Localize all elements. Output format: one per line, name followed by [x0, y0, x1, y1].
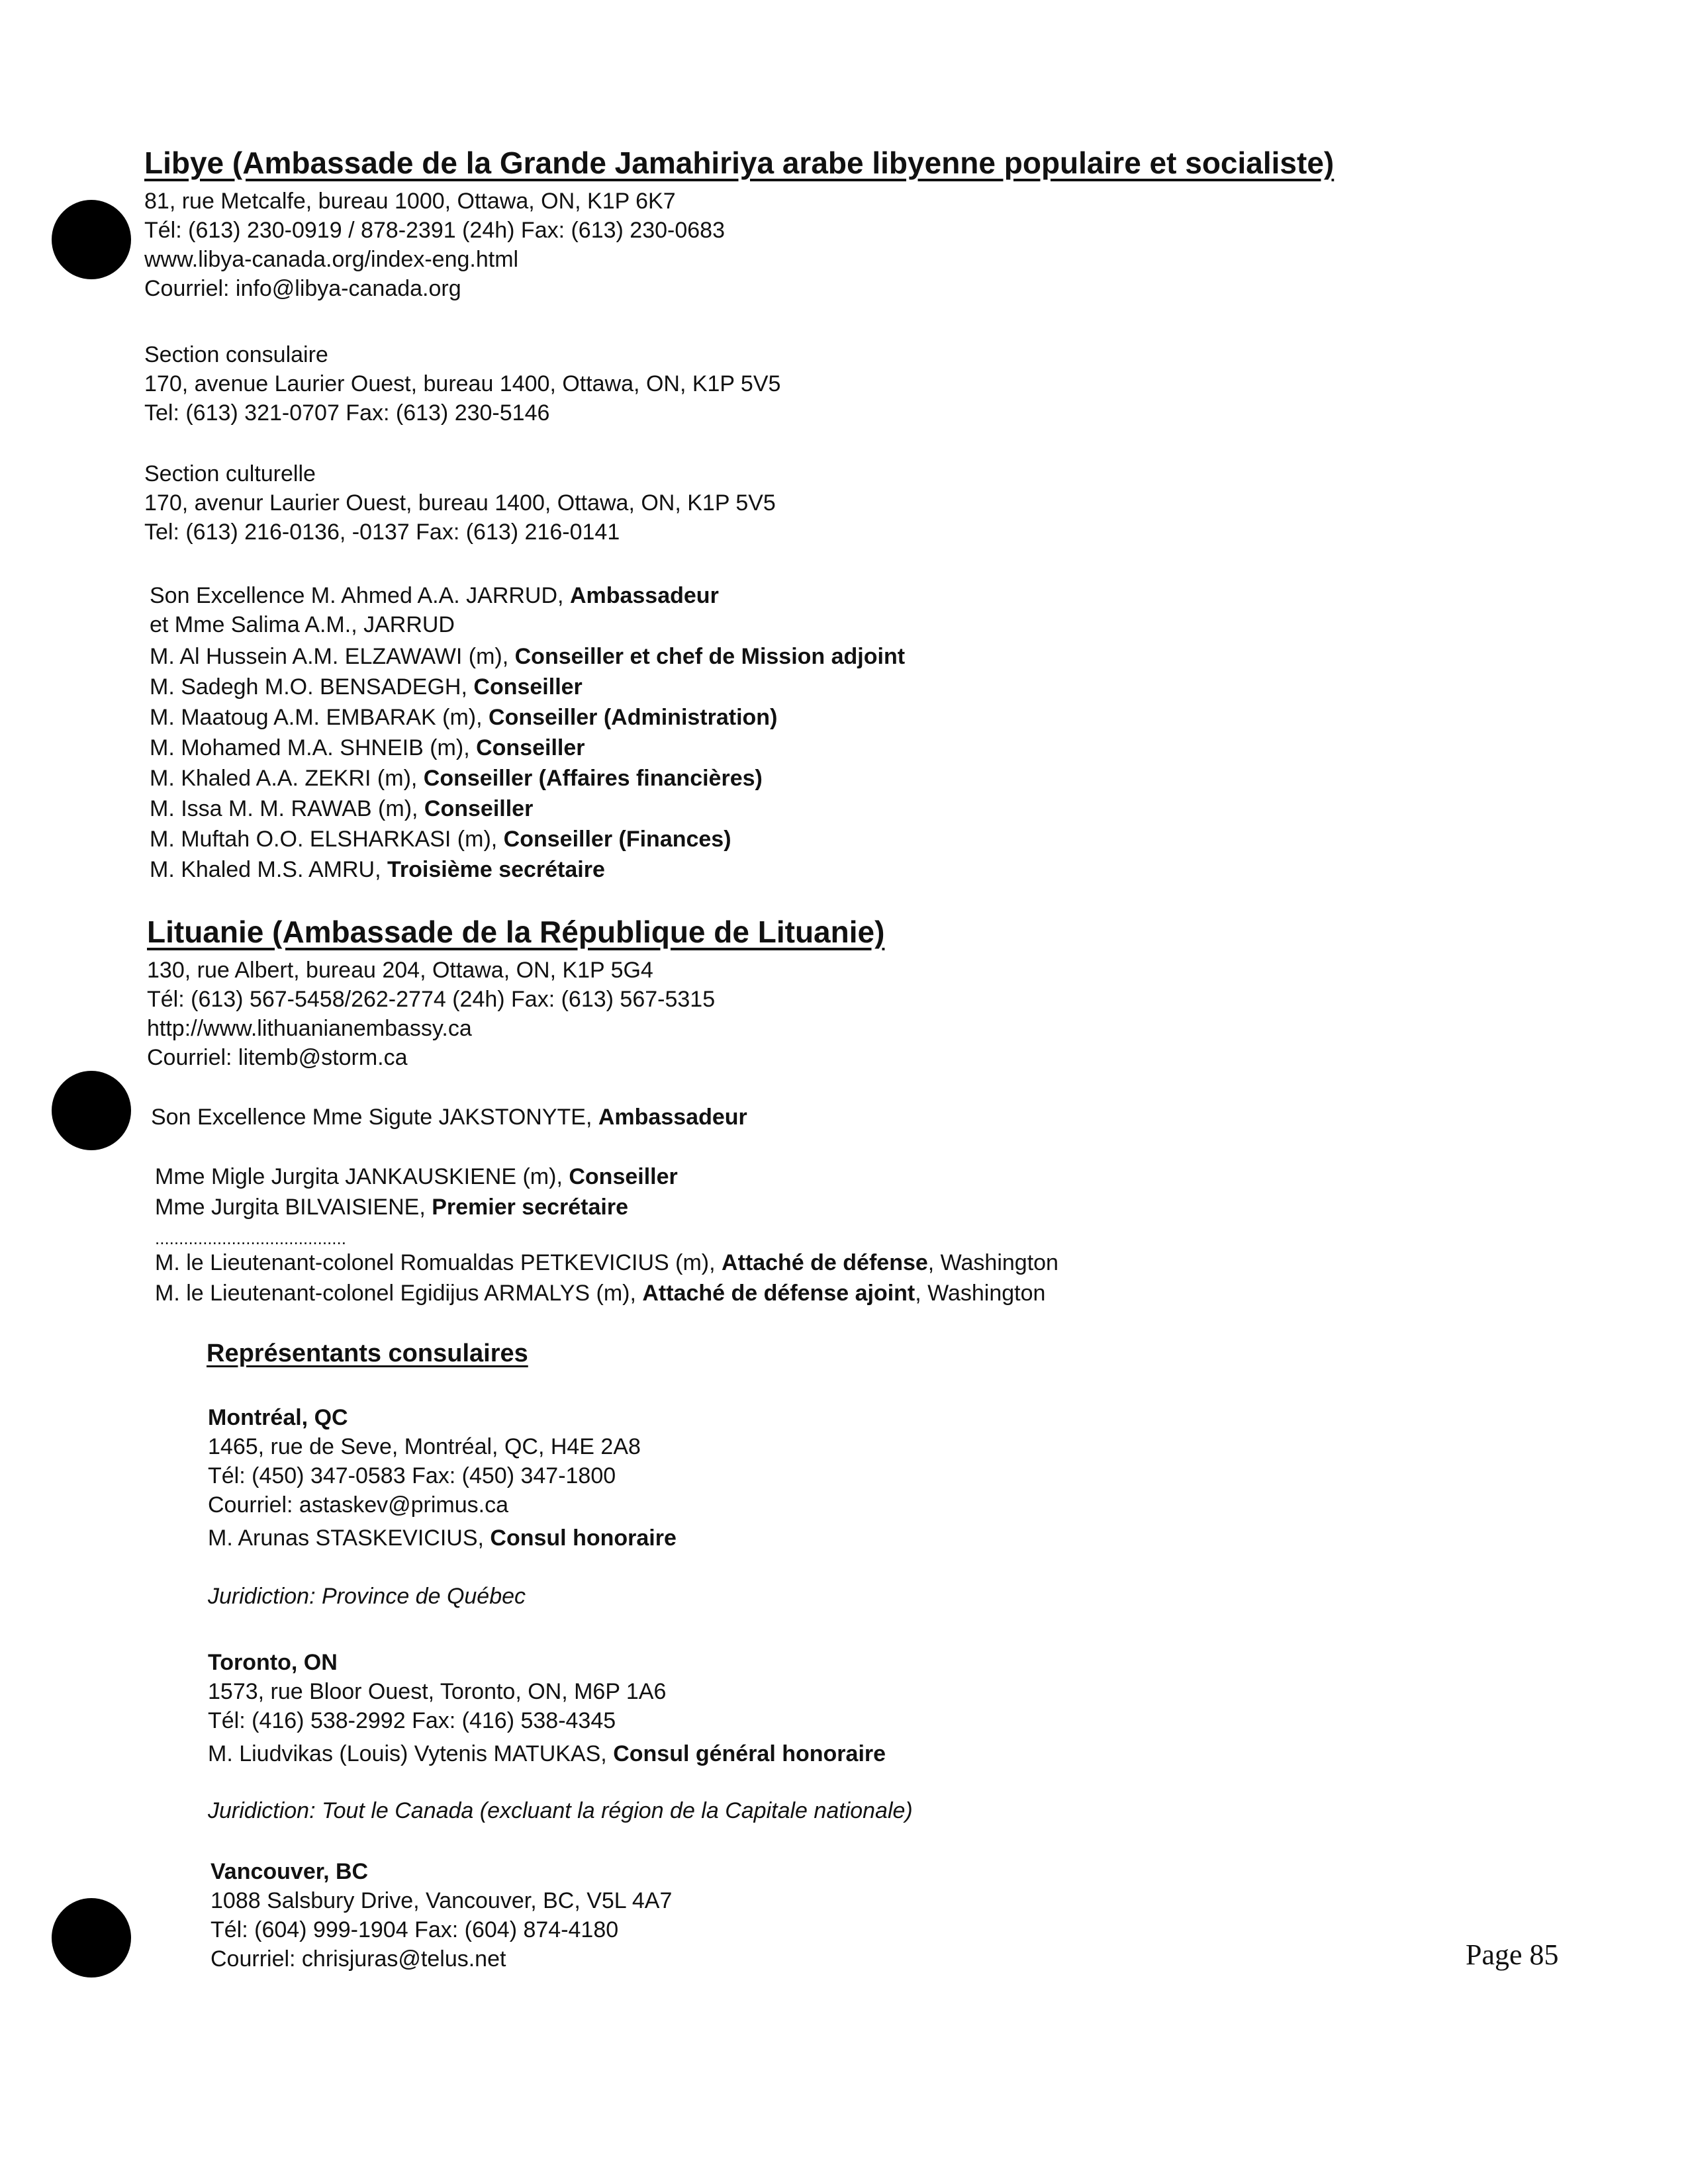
libye-website-link[interactable]: www.libya-canada.org/index-eng.html	[144, 247, 519, 272]
staff-entry: M. Khaled A.A. ZEKRI (m), Conseiller (Affaires financières)	[150, 766, 763, 791]
staff-entry: M. Mohamed M.A. SHNEIB (m), Conseiller	[150, 735, 585, 760]
staff-entry: M. Sadegh M.O. BENSADEGH, Conseiller	[150, 674, 583, 700]
montreal-consul: M. Arunas STASKEVICIUS, Consul honoraire	[208, 1525, 677, 1551]
staff-entry: M. Muftah O.O. ELSHARKASI (m), Conseiller (Finances)	[150, 827, 731, 852]
lituanie-email-line[interactable]: Courriel: litemb@storm.ca	[147, 1045, 408, 1070]
toronto-consul: M. Liudvikas (Louis) Vytenis MATUKAS, Consul général honoraire	[208, 1741, 886, 1766]
staff-entry: M. Issa M. M. RAWAB (m), Conseiller	[150, 796, 534, 821]
punch-hole-middle	[52, 1071, 131, 1150]
montreal-address: 1465, rue de Seve, Montréal, QC, H4E 2A8	[208, 1434, 641, 1459]
consulaire-heading: Section consulaire	[144, 342, 328, 367]
vancouver-email[interactable]: Courriel: chrisjuras@telus.net	[211, 1946, 506, 1972]
toronto-juridiction: Juridiction: Tout le Canada (excluant la région de la Capitale nationale)	[208, 1798, 913, 1823]
libye-phone-line: Tél: (613) 230-0919 / 878-2391 (24h) Fax: (613) 230-0683	[144, 218, 725, 243]
lituanie-phone-line: Tél: (613) 567-5458/262-2774 (24h) Fax: (613) 567-5315	[147, 987, 716, 1012]
consulaire-phone: Tel: (613) 321-0707 Fax: (613) 230-5146	[144, 400, 550, 426]
vancouver-phone: Tél: (604) 999-1904 Fax: (604) 874-4180	[211, 1917, 619, 1942]
lituanie-ambassador: Son Excellence Mme Sigute JAKSTONYTE, Ambassadeur	[151, 1105, 747, 1130]
staff-entry: M. Al Hussein A.M. ELZAWAWI (m), Conseiller et chef de Mission adjoint	[150, 644, 906, 669]
defense-entry: M. le Lieutenant-colonel Romualdas PETKEVICIUS (m), Attaché de défense, Washington	[155, 1250, 1058, 1275]
lituanie-title: Lituanie (Ambassade de la République de Lituanie)	[147, 915, 885, 949]
page-number: Page 85	[1466, 1938, 1559, 1971]
montreal-email[interactable]: Courriel: astaskev@primus.ca	[208, 1492, 508, 1518]
libye-title: Libye (Ambassade de la Grande Jamahiriya arabe libyenne populaire et socialiste)	[144, 146, 1335, 180]
culturelle-heading: Section culturelle	[144, 461, 316, 486]
lituanie-address-line: 130, rue Albert, bureau 204, Ottawa, ON, K1P 5G4	[147, 958, 653, 983]
staff-entry: Son Excellence M. Ahmed A.A. JARRUD, Ambassadeur	[150, 583, 719, 608]
punch-hole-bottom	[52, 1898, 131, 1978]
staff-entry: M. Maatoug A.M. EMBARAK (m), Conseiller (Administration)	[150, 705, 778, 730]
representants-heading: Représentants consulaires	[207, 1340, 528, 1367]
montreal-phone: Tél: (450) 347-0583 Fax: (450) 347-1800	[208, 1463, 616, 1488]
lituanie-website-link[interactable]: http://www.lithuanianembassy.ca	[147, 1016, 472, 1041]
punch-hole-top	[52, 200, 131, 279]
staff-entry: et Mme Salima A.M., JARRUD	[150, 612, 455, 637]
consulaire-address: 170, avenue Laurier Ouest, bureau 1400, Ottawa, ON, K1P 5V5	[144, 371, 781, 396]
toronto-city: Toronto, ON	[208, 1650, 338, 1675]
culturelle-address: 170, avenur Laurier Ouest, bureau 1400, Ottawa, ON, K1P 5V5	[144, 490, 776, 516]
libye-address-line: 81, rue Metcalfe, bureau 1000, Ottawa, ON, K1P 6K7	[144, 189, 676, 214]
vancouver-address: 1088 Salsbury Drive, Vancouver, BC, V5L 4A7	[211, 1888, 673, 1913]
culturelle-phone: Tel: (613) 216-0136, -0137 Fax: (613) 216-0141	[144, 520, 620, 545]
libye-email-line[interactable]: Courriel: info@libya-canada.org	[144, 276, 461, 301]
montreal-juridiction: Juridiction: Province de Québec	[208, 1584, 526, 1609]
staff-entry: Mme Migle Jurgita JANKAUSKIENE (m), Conseiller	[155, 1164, 678, 1189]
staff-entry: M. Khaled M.S. AMRU, Troisième secrétaire	[150, 857, 605, 882]
toronto-address: 1573, rue Bloor Ouest, Toronto, ON, M6P 1A6	[208, 1679, 667, 1704]
staff-entry: Mme Jurgita BILVAISIENE, Premier secrétaire	[155, 1195, 628, 1220]
dotted-separator: ........................................	[155, 1228, 346, 1248]
defense-entry: M. le Lieutenant-colonel Egidijus ARMALYS (m), Attaché de défense ajoint, Washington	[155, 1281, 1046, 1306]
vancouver-city: Vancouver, BC	[211, 1859, 369, 1884]
montreal-city: Montréal, QC	[208, 1405, 348, 1430]
toronto-phone: Tél: (416) 538-2992 Fax: (416) 538-4345	[208, 1708, 616, 1733]
